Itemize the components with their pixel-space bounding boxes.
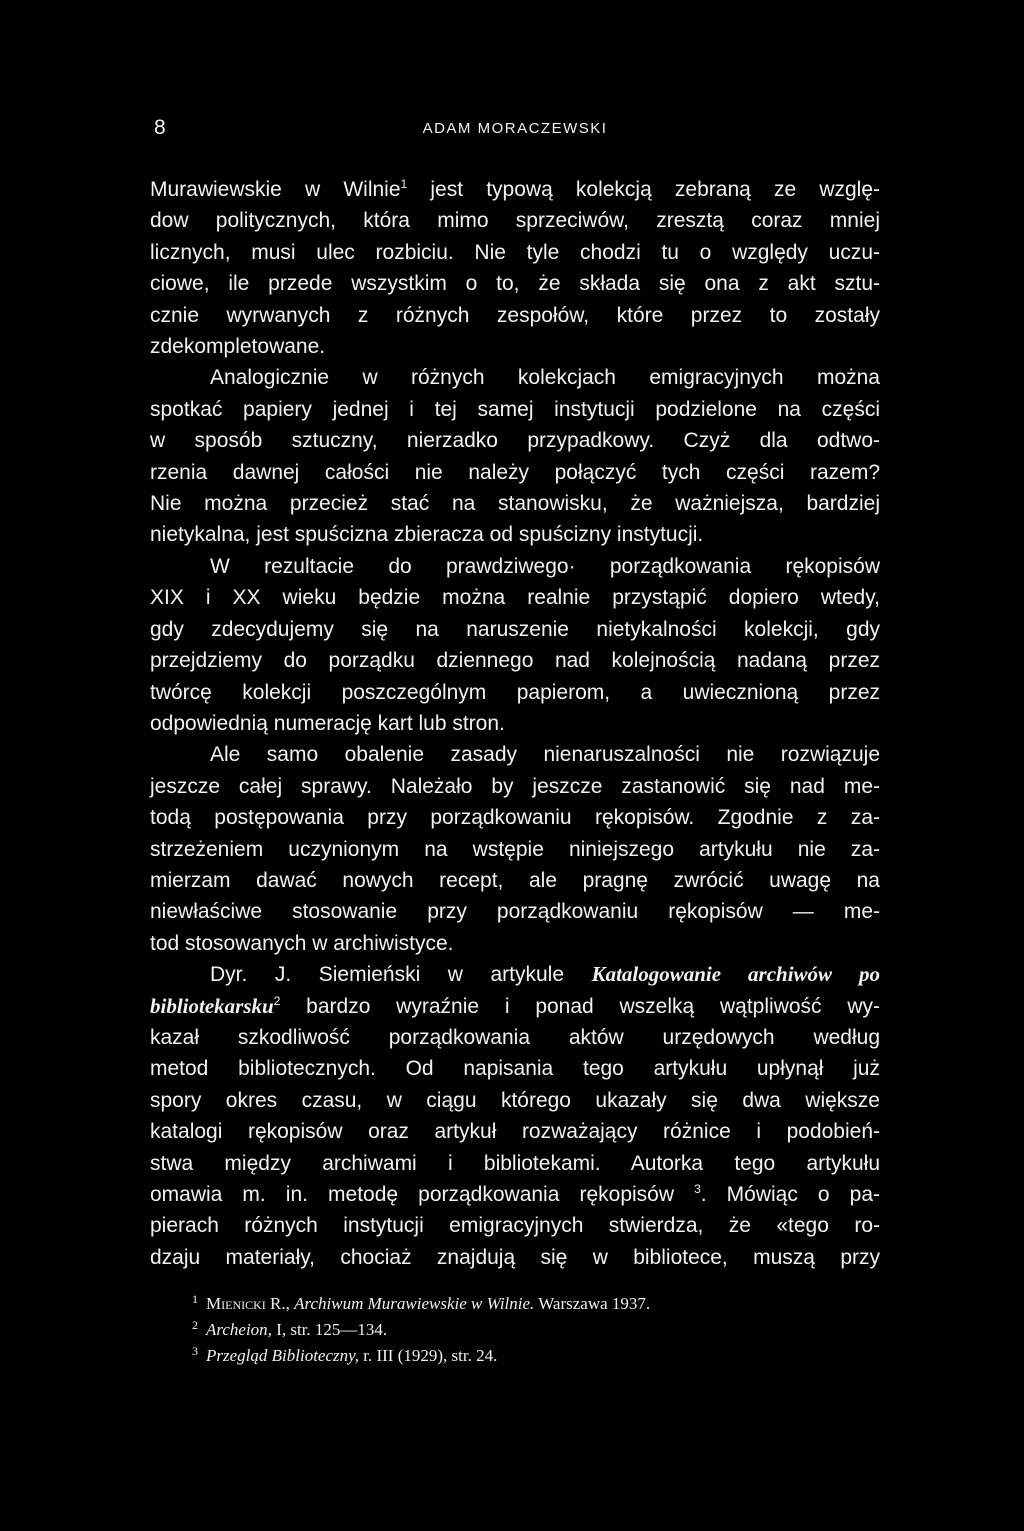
text-line: dzaju materiały, chociaż znajdują się w bibliotece, muszą przy <box>150 1245 880 1269</box>
text-line: w sposób sztuczny, nierzadko przypadkowy. Czyż dla odtwo- <box>150 429 880 453</box>
text-line: Ale samo obalenie zasady nienaruszalności nie rozwiązuje <box>210 743 880 767</box>
text-line: spory okres czasu, w ciągu którego ukazały się dwa większe <box>150 1088 880 1112</box>
footnote-3: $^3$ Przegląd Biblioteczny, r. III (1929), str. 24. <box>192 1343 498 1366</box>
footnote-2: $^2$ Archeion, I, str. 125—134. <box>192 1317 388 1340</box>
running-head: ADAM MORACZEWSKI <box>422 120 608 137</box>
page-number: 8 <box>154 116 167 139</box>
footnote-1: $^1$ Mienicki R., Archiwum Murawiewskie w Wilnie. Warszawa 1937. <box>192 1291 651 1314</box>
text-line: licznych, musi ulec rozbiciu. Nie tyle chodzi tu o względy uczu- <box>150 240 880 264</box>
text-line: cznie wyrwanych z różnych zespołów, które przez to zostały <box>150 303 880 327</box>
text-line: twórcę kolekcji poszczególnym papierom, a uwiecznioną przez <box>150 680 880 704</box>
text-line: bibliotekarsku$^2$ bardzo wyraźnie i ponad wszelką wątpliwość wy- <box>150 993 880 1018</box>
body-text <box>150 174 880 1273</box>
text-line: omawia m. in. metodę porządkowania rękopisów $^3$. Mówiąc o pa- <box>150 1182 880 1206</box>
footnote-ref: 1 <box>400 177 408 191</box>
text-line: pierach różnych instytucji emigracyjnych stwierdza, że «tego ro- <box>150 1214 880 1238</box>
document-page <box>150 110 880 1510</box>
text-line: Murawiewskie w Wilnie$^1$ jest typową kolekcją zebraną ze wzglę- <box>150 177 880 201</box>
text-line: Nie można przecież stać na stanowisku, że ważniejsza, bardziej <box>150 492 880 516</box>
text-line: odpowiednią numerację kart lub stron. <box>150 711 505 735</box>
text-line: ciowe, ile przede wszystkim o to, że składa się ona z akt sztu- <box>150 272 880 296</box>
text-line: kazał szkodliwość porządkowania aktów urzędowych według <box>150 1025 880 1049</box>
text-line: todą postępowania przy porządkowaniu rękopisów. Zgodnie z za- <box>150 806 880 830</box>
text-line: rzenia dawnej całości nie należy połączyć tych części razem? <box>150 460 880 484</box>
footnotes <box>150 1291 880 1369</box>
text-line: XIX i XX wieku będzie można realnie przystąpić dopiero wtedy, <box>150 586 880 610</box>
text-line: niewłaściwe stosowanie przy porządkowaniu rękopisów — me- <box>150 900 880 924</box>
text-line: katalogi rękopisów oraz artykuł rozważający różnice i podobień- <box>150 1120 880 1144</box>
text-line: spotkać papiery jednej i tej samej instytucji podzielone na części <box>150 397 880 421</box>
text-line: metod bibliotecznych. Od napisania tego artykułu upłynął już <box>150 1057 880 1081</box>
cited-title: Katalogowanie archiwów po <box>591 962 880 987</box>
text-line: przejdziemy do porządku dziennego nad kolejnością nadaną przez <box>150 649 880 673</box>
text-line: Analogicznie w różnych kolekcjach emigracyjnych można <box>210 366 880 390</box>
text-line: dow politycznych, która mimo sprzeciwów, zresztą coraz mniej <box>150 209 880 233</box>
text-line: stwa między archiwami i bibliotekami. Autorka tego artykułu <box>150 1151 880 1175</box>
text-line: tod stosowanych w archiwistyce. <box>150 931 454 955</box>
footnote-ref: 2 <box>273 993 281 1008</box>
text-line: W rezultacie do prawdziwego· porządkowania rękopisów <box>210 554 880 578</box>
text-line: strzeżeniem uczynionym na wstępie niniejszego artykułu nie za- <box>150 837 880 861</box>
cited-title-cont: bibliotekarsku <box>150 993 274 1018</box>
footnote-ref: 3 <box>694 1182 701 1196</box>
text-line: zdekompletowane. <box>150 335 326 359</box>
text-line: Dyr. J. Siemieński w artykule Katalogowanie archiwów po <box>210 962 880 987</box>
text-line: jeszcze całej sprawy. Należało by jeszcze zastanowić się nad me- <box>150 774 880 798</box>
text-line: mierzam dawać nowych recept, ale pragnę zwrócić uwagę na <box>150 868 880 892</box>
text-line: nietykalna, jest spuścizna zbieracza od spuścizny instytucji. <box>150 523 704 547</box>
page-header <box>150 110 880 150</box>
text-line: gdy zdecydujemy się na naruszenie nietykalności kolekcji, gdy <box>150 617 880 641</box>
